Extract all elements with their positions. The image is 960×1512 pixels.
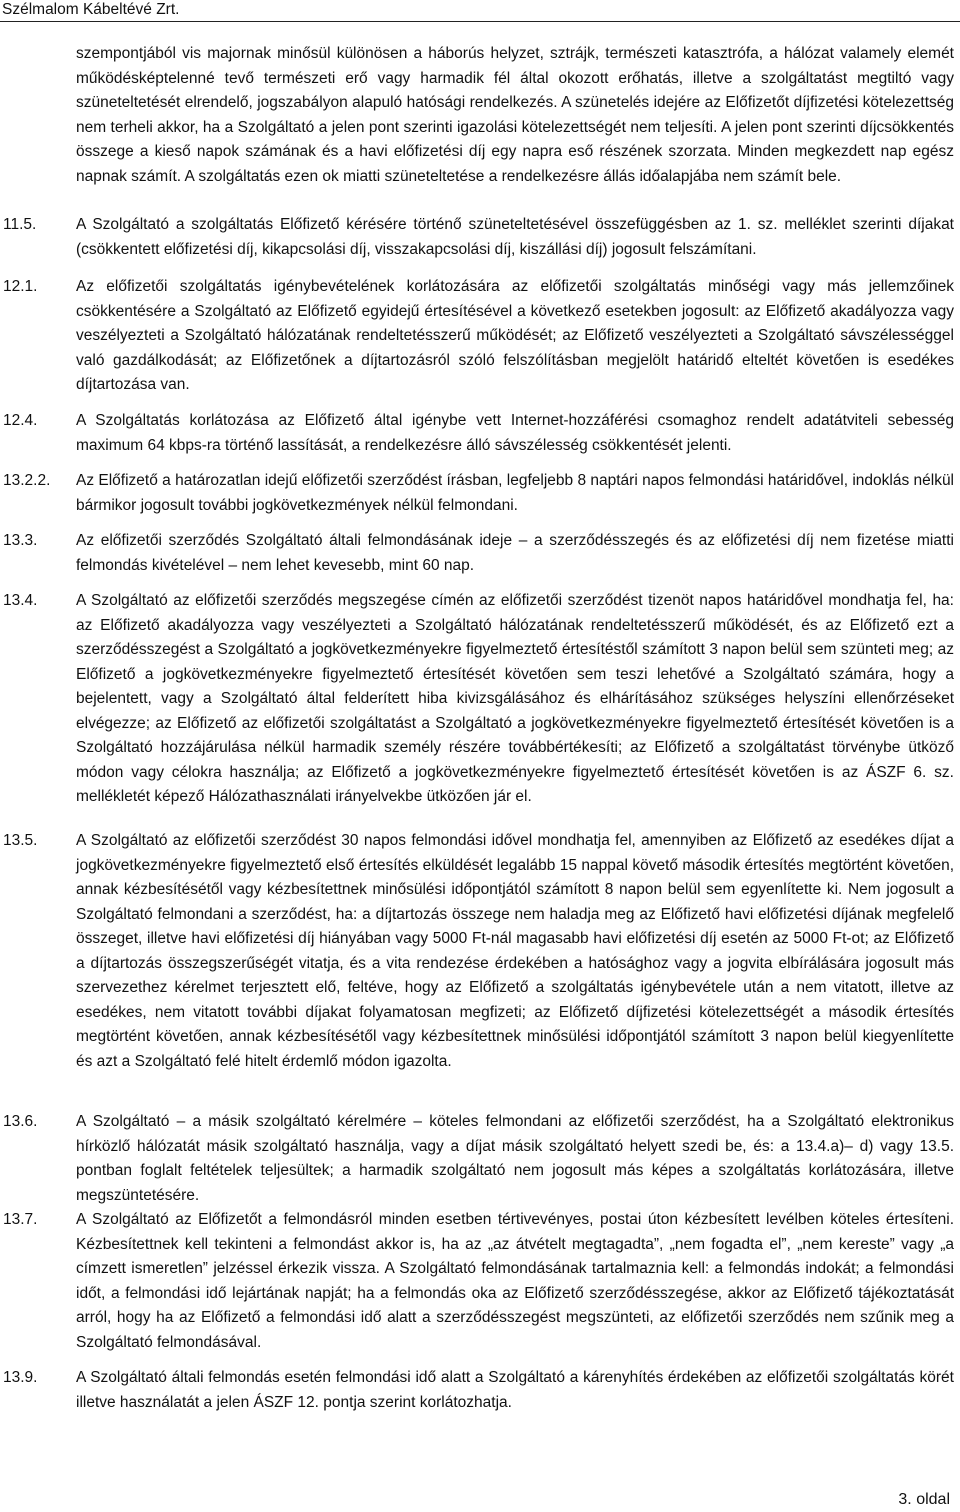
section-13-3 [0,529,954,578]
section-13-5 [0,829,954,1074]
section-number: 13.4. [3,592,38,609]
section-number: 12.1. [3,278,38,295]
section-text: A Szolgáltató – a másik szolgáltató kérelmére – köteles felmondani az előfizetői szerződést, ha a Szolgáltató elektronikus hírközlő hálózatát másik szolgáltató használja, vagy a díjat másik szolgáltató helyett szedi be, és: a 13.4.a)– d) vagy 13.5. pontban foglalt feltételek teljesültek; a harmadik szolgáltató nem jogosult más képes a szolgáltatás korlátozására, illetve megszüntetésére. [76,1113,954,1204]
section-12-4 [0,409,954,458]
section-number: 13.9. [3,1369,38,1386]
section-number: 12.4. [3,412,38,429]
section-12-1 [0,275,954,398]
section-number: 13.3. [3,532,38,549]
section-text: A Szolgáltató az Előfizetőt a felmondásról minden esetben tértivevényes, postai úton kézbesített levélben köteles értesíteni. Kézbesítettnek kell tekinteni a felmondást akkor is, ha az „az átvételt megtagadta”, „nem fogadta el”, „nem kereste” vagy „a címzett ismeretlen” jelzéssel érkezik vissza. A Szolgáltató felmondásának tartalmaznia kell: a felmondás indokát; a felmondási időt, a felmondási idő lejártának napját; ha a felmondás oka az Előfizető szerződésszegése, akkor az Előfizető tájékoztatását arról, hogy ha az Előfizető a felmondási idő alatt a szerződésszegést megszünteti, az előfizetői szerződés nem szűnik meg a Szolgáltató felmondásával. [76,1211,954,1351]
section-text: A Szolgáltató a szolgáltatás Előfizető kérésére történő szüneteltetésével összefüggésben az 1. sz. melléklet szerinti díjakat (csökkentett előfizetési díj, kikapcsolási díj, visszakapcsolási díj, kiszállási díj) jogosult felszámítani. [76,216,954,258]
page-number: 3. oldal [898,1491,950,1508]
section-13-2-2 [0,469,954,518]
section-text: A Szolgáltató az előfizetői szerződést 30 napos felmondási idővel mondhatja fel, amennyiben az Előfizető az esedékes díjat a jogkövetkezményekre figyelmeztető első értesítés elküldését legalább 15 nappal követő második értesítés megtörtént követően, annak kézbesítésétől vagy kézbesítettnek minősülési időpontjától számított 8 napon belül sem egyenlítette ki. Nem jogosult a Szolgáltató felmondani a szerződést, ha: a díjtartozás összege nem haladja meg az Előfizető havi előfizetési díjának megfelelő összeget, illetve havi előfizetési díj hiányában vagy 5000 Ft-nál magasabb havi előfizetési díj esetén az 5000 Ft-ot; az Előfizető a díjtartozás összegszerűségét vitatja, és a vita rendezése érdekében a hatósághoz vagy a jogvita elbírálására jogosult más szervezethez kérelmet terjesztett elő, feltéve, hogy az Előfizető a szolgáltatás igénybevétele után a nem vitatott, illetve az esedékes, nem vitatott további díjakat folyamatosan megfizeti; az Előfizető díjfizetési kötelezettségét a második értesítés megtörtént követően, annak kézbesítésétől vagy kézbesítettnek minősülési időpontjától számított 3 napon belül kiegyenlítette és azt a Szolgáltató felé hitelt érdemlő módon igazolta. [76,832,954,1070]
section-number: 13.2.2. [3,472,51,489]
section-text: A Szolgáltató az előfizetői szerződés megszegése címén az előfizetői szerződést tizenöt napos határidővel mondhatja fel, ha: az Előfizető akadályozza vagy veszélyezteti a Szolgáltató hálózatának rendeltetésszerű működését, és az Előfizető ezt a szerződésszegést a Szolgáltató a jogkövetkezményekre figyelmeztető értesítéstől számított 3 napon belül sem szünteti meg; az Előfizető a jogkövetkezményekre figyelmeztető értesítését követően sem teszi lehetővé a Szolgáltató számára, hogy a bejelentett, vagy a Szolgáltató által felderített hiba kivizsgálásához és elhárításához szükséges helyszíni ellenőrzéseket elvégezze; az Előfizető az előfizetői szolgáltatást a Szolgáltató a jogkövetkezményekre figyelmeztető értesítését követően is a Szolgáltató hozzájárulása nélkül harmadik személy részére továbbértékesíti; az Előfizető a szolgáltatást törvénybe ütköző módon vagy célokra használja; az Előfizető a jogkövetkezményekre figyelmeztető értesítését követően is az ÁSZF 6. sz. mellékletét képező Hálózathasználati irányelvekbe ütközően jár el. [76,592,954,805]
section-text: A Szolgáltatás korlátozása az Előfizető által igénybe vett Internet-hozzáférési csomaghoz rendelt adatátviteli sebesség maximum 64 kbps-ra történő lassítását, a rendelkezésre álló sávszélesség csökkentését jelenti. [76,412,954,454]
section-13-6 [0,1110,954,1208]
section-number: 13.5. [3,832,38,849]
company-name: Szélmalom Kábeltévé Zrt. [2,1,180,18]
section-11-5 [0,213,954,262]
section-13-4 [0,589,954,810]
section-text: Az előfizetői szolgáltatás igénybevételének korlátozására az előfizetői szolgáltatás minőségi vagy más jellemzőinek csökkentésére a Szolgáltató az Előfizető egyidejű értesítésével a következő esetekben jogosult: az Előfizető akadályozza vagy veszélyezteti a Szolgáltató hálózatának rendeltetésszerű működését; az Előfizető veszélyezteti a Szolgáltató sávszélességgel való gazdálkodását; az Előfizetőnek a díjtartozásról szóló felszólításban megjelölt határidő elteltét követően is esedékes díjtartozása van. [76,278,954,393]
section-number: 11.5. [3,216,37,233]
section-text: Az előfizetői szerződés Szolgáltató általi felmondásának ideje – a szerződésszegés és az előfizetési díj nem fizetése miatti felmondás kivételével – nem lehet kevesebb, mint 60 nap. [76,532,954,574]
section-text: Az Előfizető a határozatlan idejű előfizetői szerződést írásban, legfeljebb 8 naptári napos felmondási határidővel, indoklás nélkül bármikor jogosult további jogkövetkezmények nélkül felmondani. [76,472,955,514]
section-13-9 [0,1366,954,1415]
header-divider [0,21,960,22]
continuation-paragraph: szempontjából vis majornak minősül különösen a háborús helyzet, sztrájk, természeti katasztrófa, a hálózat valamely elemét működésképtelenné tevő természeti erő vagy harmadik fél által okozott erőhatás, illetve a szolgáltatást megtiltó vagy szüneteltetését elrendelő, jogszabályon alapuló hatósági rendelkezés. A szünetelés idejére az Előfizetőt díjfizetési kötelezettség nem terheli akkor, ha a Szolgáltató a jelen pont szerinti igazolási kötelezettségét nem teljesíti. A jelen pont szerinti díjcsökkentés összege a kieső napok számának és a havi előfizetési díj egy napra eső részének szorzata. Minden megkezdett nap egész napnak számít. A szolgáltatás ezen ok miatti szüneteltetése a rendelkezésre állás időalapjába nem számít bele. [76,45,954,185]
section-number: 13.6. [3,1113,38,1130]
section-13-7 [0,1208,954,1355]
section-text: A Szolgáltató általi felmondás esetén felmondási idő alatt a Szolgáltató a kárenyhítés érdekében az előfizetői szolgáltatás körét illetve használatát a jelen ÁSZF 12. pontja szerint korlátozhatja. [76,1369,954,1411]
section-number: 13.7. [3,1211,38,1228]
